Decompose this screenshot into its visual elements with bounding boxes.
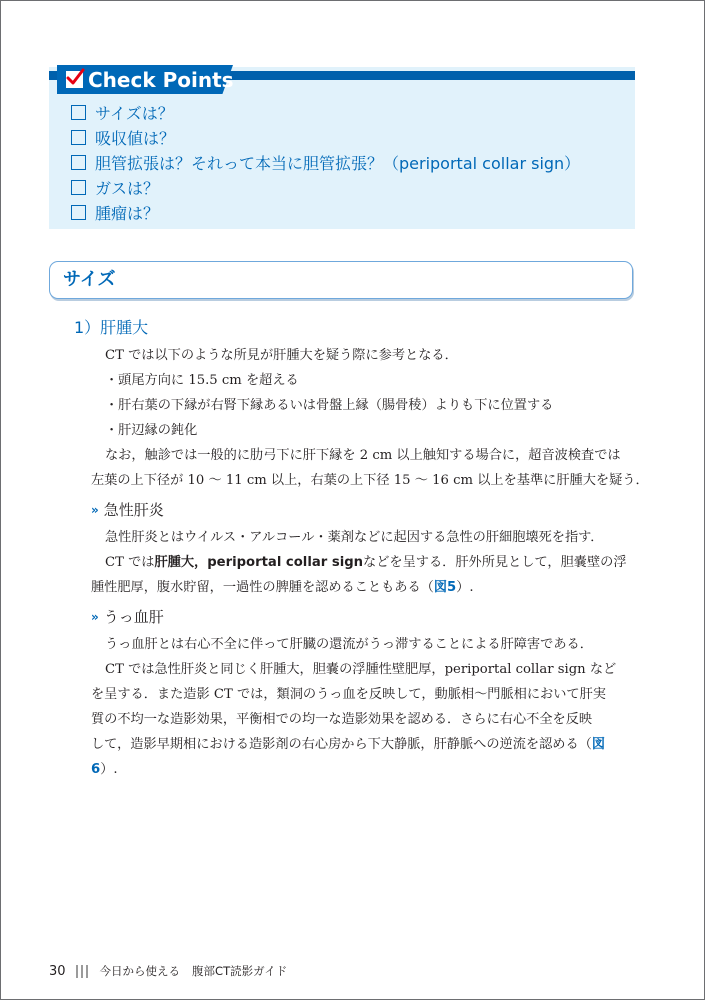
check-point-item: 吸収値は？	[71, 125, 580, 150]
checkmark-icon	[65, 70, 84, 89]
congestive-liver-line: 質の不均一な造影効果，平衡相での均一な造影効果を認める．さらに右心不全を反映	[91, 712, 593, 727]
paragraph-note-line: 左葉の上下径が 10 ～ 11 cm 以上，右葉の上下径 15 ～ 16 cm 以上を基準に肝腫大を疑う．	[91, 473, 649, 488]
page-footer	[49, 963, 287, 979]
heading-liver-enlargement: 1）肝腫大	[74, 318, 149, 337]
figure-ref-6-number[interactable]: 6	[91, 762, 101, 777]
subheading-acute-hepatitis: » 急性肝炎	[91, 501, 164, 519]
checkbox-icon	[71, 205, 86, 220]
congestive-liver-line: 6）.	[91, 762, 118, 777]
figure-ref-5[interactable]: 図5	[433, 580, 457, 595]
acute-hepatitis-line: 腫性肥厚，腹水貯留，一過性の脾腫を認めることもある（図5）.	[91, 580, 474, 595]
checkbox-icon	[71, 155, 86, 170]
acute-hepatitis-line: CT では肝腫大，periportal collar signなどを呈する．肝外所見として，胆嚢壁の浮	[105, 555, 627, 570]
checkbox-icon	[71, 130, 86, 145]
book-prefix: 今日から使える	[99, 964, 181, 978]
check-point-item: ガスは？	[71, 175, 580, 200]
congestive-liver-line: して，造影早期相における造影剤の右心房から下大静脈，肝静脈への逆流を認める（図	[91, 737, 606, 752]
subheading-congestive-liver: » うっ血肝	[91, 608, 164, 626]
paragraph-intro: CT では以下のような所見が肝腫大を疑う際に参考となる．	[105, 348, 458, 363]
check-points-list	[71, 100, 580, 225]
checkbox-icon	[71, 180, 86, 195]
check-points-title	[65, 65, 234, 94]
chevron-right-icon: »	[91, 502, 99, 517]
bullet-item: ・肝辺縁の鈍化	[105, 423, 198, 438]
bullet-item: ・頭尾方向に 15.5 cm を超える	[105, 373, 299, 388]
figure-ref-6[interactable]: 図	[591, 737, 606, 752]
acute-hepatitis-line: 急性肝炎とはウイルス・アルコール・薬剤などに起因する急性の肝細胞壊死を指す．	[105, 530, 604, 545]
check-points-title-text: Check Points	[88, 67, 234, 92]
page-number: 30	[49, 963, 66, 979]
check-point-item: 胆管拡張は？それって本当に胆管拡張？（periportal collar sign）	[71, 150, 580, 175]
check-point-item: サイズは？	[71, 100, 580, 125]
chevron-right-icon: »	[91, 609, 99, 624]
check-point-item: 腫瘤は？	[71, 200, 580, 225]
section-title: サイズ	[63, 269, 116, 290]
congestive-liver-line: うっ血肝とは右心不全に伴って肝臓の還流がうっ滞することによる肝障害である．	[105, 637, 593, 652]
bullet-item: ・肝右葉の下縁が右腎下縁あるいは骨盤上縁（腸骨稜）よりも下に位置する	[105, 398, 554, 413]
congestive-liver-line: を呈する．また造影 CT では，類洞のうっ血を反映して，動脈相～門脈相において肝実	[91, 687, 606, 702]
footer-divider-bars	[76, 965, 88, 978]
congestive-liver-line: CT では急性肝炎と同じく肝腫大，胆嚢の浮腫性壁肥厚，periportal collar sign など	[105, 662, 617, 677]
section-header	[49, 261, 633, 299]
checkbox-icon	[71, 105, 86, 120]
paragraph-note-line: なお，触診では一般的に肋弓下に肝下縁を 2 cm 以上触知する場合に，超音波検査では	[105, 448, 621, 463]
book-title: 腹部CT読影ガイド	[192, 964, 288, 978]
